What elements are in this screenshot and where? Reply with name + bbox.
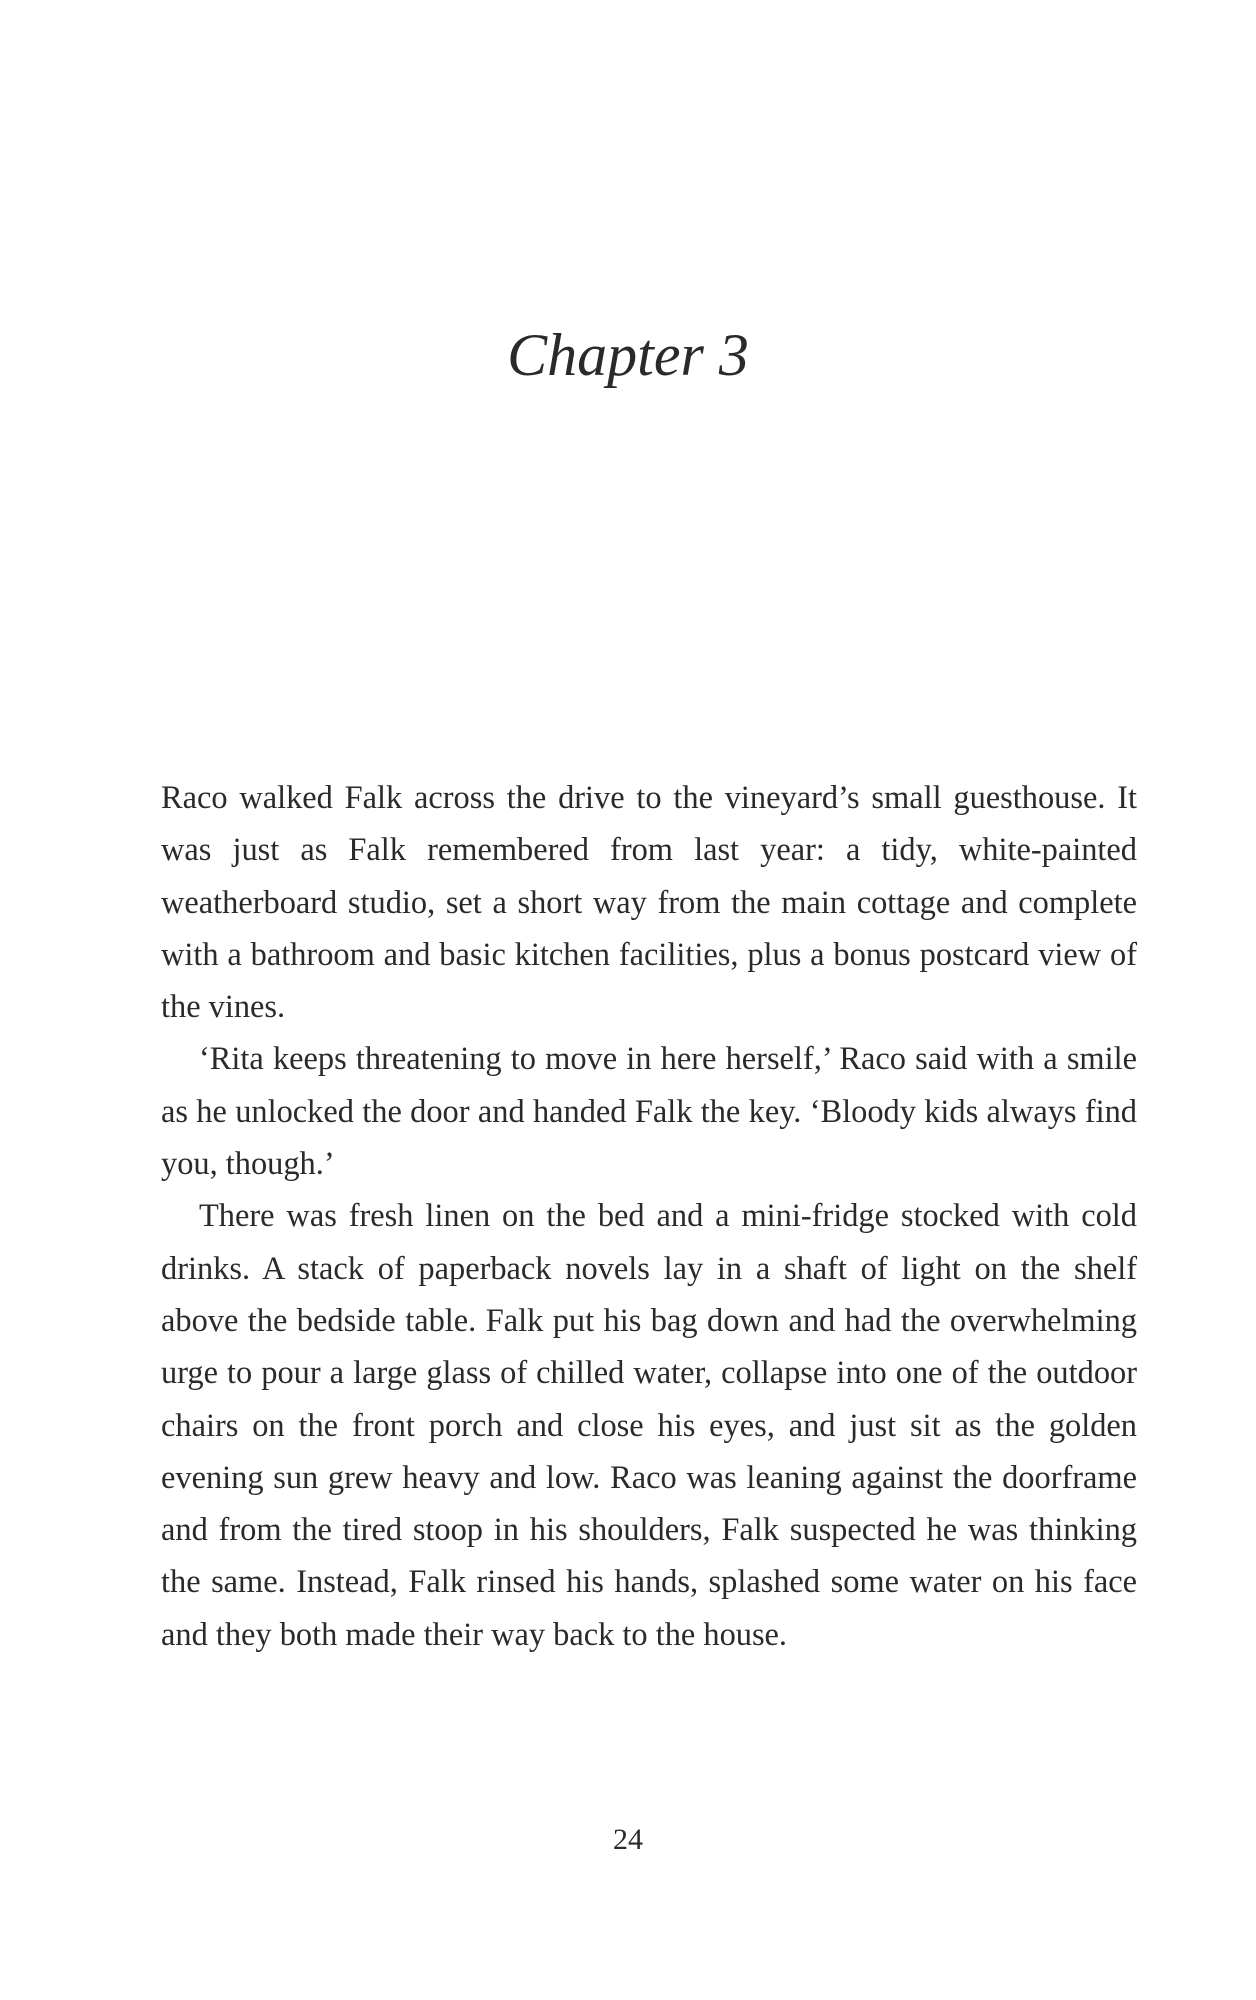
chapter-title: Chapter 3 [507, 322, 749, 388]
paragraph: There was fresh linen on the bed and a mini-fridge stocked with cold drinks. A stack of paperback novels lay in a shaft of light on the shelf above the bedside table. Falk put his bag down and had the overwhelming urge to pour a large glass of chilled water, collapse into one of the outdoor chairs on the front porch and close his eyes, and just sit as the golden evening sun grew heavy and low. Raco was leaning against the doorframe and from the tired stoop in his shoulders, Falk suspected he was thinking the same. Instead, Falk rinsed his hands, splashed some water on his face and they both made their way back to the house. [161, 1198, 1137, 1653]
page-number: 24 [613, 1823, 643, 1856]
chapter-body [161, 772, 1137, 1661]
paragraph: Raco walked Falk across the drive to the vineyard’s small guesthouse. It was just as Falk remembered from last year: a tidy, white-painted weatherboard studio, set a short way from the main cottage and complete with a bathroom and basic kitchen facilities, plus a bonus postcard view of the vines. [161, 780, 1137, 1026]
paragraph: ‘Rita keeps threatening to move in here herself,’ Raco said with a smile as he unlocked the door and handed Falk the key. ‘Bloody kids always find you, though.’ [161, 1041, 1137, 1183]
